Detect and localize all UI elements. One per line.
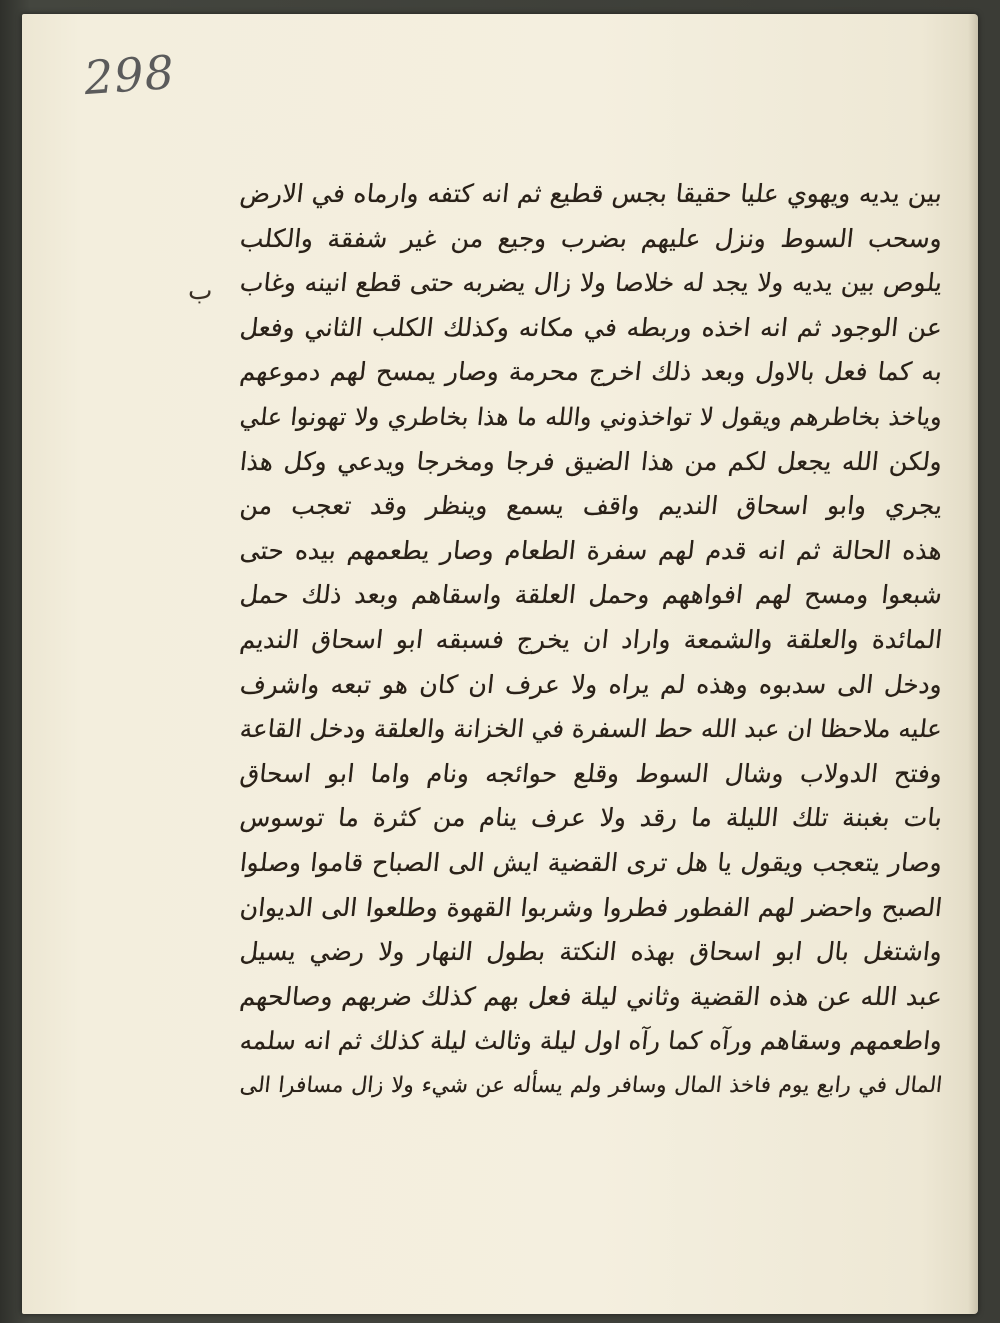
manuscript-text-block <box>240 172 942 1108</box>
page-edge-shadow <box>968 14 978 1314</box>
text-line: ودخل الى سدبوه وهذه لم يراه ولا عرف ان كان هو تبعه واشرف <box>238 669 944 699</box>
text-line: بات بغبنة تلك الليلة ما رقد ولا عرف ينام من كثرة ما توسوس <box>238 803 944 833</box>
text-line: وصار يتعجب ويقول يا هل ترى القضية ايش الى الصباح قاموا وصلوا <box>238 847 944 877</box>
text-line: وسحب السوط ونزل عليهم بضرب وجيع من غير شفقة والكلب <box>238 223 944 253</box>
manuscript-page <box>22 14 978 1314</box>
text-line: به كما فعل بالاول وبعد ذلك اخرج محرمة وصار يمسح لهم دموعهم <box>238 357 944 387</box>
text-line: عبد الله عن هذه القضية وثاني ليلة فعل بهم كذلك ضربهم وصالحهم <box>238 981 944 1011</box>
text-line: المائدة والعلقة والشمعة واراد ان يخرج فسبقه ابو اسحاق النديم <box>238 624 944 654</box>
text-line: يجري وابو اسحاق النديم واقف يسمع وينظر وقد تعجب من <box>238 491 944 521</box>
text-line: عن الوجود ثم انه اخذه وربطه في مكانه وكذلك الكلب الثاني وفعل <box>238 312 944 342</box>
text-line: واشتغل بال ابو اسحاق بهذه النكتة بطول النهار ولا رضي يسيل <box>238 937 944 967</box>
text-line: عليه ملاحظا ان عبد الله حط السفرة في الخزانة والعلقة ودخل القاعة <box>238 714 944 744</box>
text-line: واطعمهم وسقاهم ورآه كما رآه اول ليلة وثالث ليلة كذلك ثم انه سلمه <box>238 1026 944 1056</box>
text-line: وفتح الدولاب وشال السوط وقلع حوائجه ونام واما ابو اسحاق <box>238 758 944 788</box>
text-line: بين يديه ويهوي عليا حقيقا بجس قطيع ثم انه كتفه وارماه في الارض <box>238 179 944 208</box>
text-line: شبعوا ومسح لهم افواههم وحمل العلقة واسقاهم وبعد ذلك حمل <box>238 580 944 610</box>
text-line: ولكن الله يجعل لكم من هذا الضيق فرجا ومخرجا ويدعي وكل هذا <box>238 446 944 476</box>
margin-note: ب <box>188 276 213 306</box>
folio-number: 298 <box>82 44 177 106</box>
text-line: يلوص بين يديه ولا يجد له خلاصا ولا زال يضربه حتى قطع انينه وغاب <box>238 268 944 298</box>
text-line: المال في رابع يوم فاخذ المال وسافر ولم يسأله عن شيء ولا زال مسافرا الى <box>238 1072 944 1098</box>
text-line: وياخذ بخاطرهم ويقول لا تواخذوني والله ما هذا بخاطري ولا تهونوا علي <box>238 402 944 431</box>
text-line: هذه الحالة ثم انه قدم لهم سفرة الطعام وصار يطعمهم بيده حتى <box>238 535 944 565</box>
text-line: الصبح واحضر لهم الفطور فطروا وشربوا القهوة وطلعوا الى الديوان <box>238 892 944 922</box>
